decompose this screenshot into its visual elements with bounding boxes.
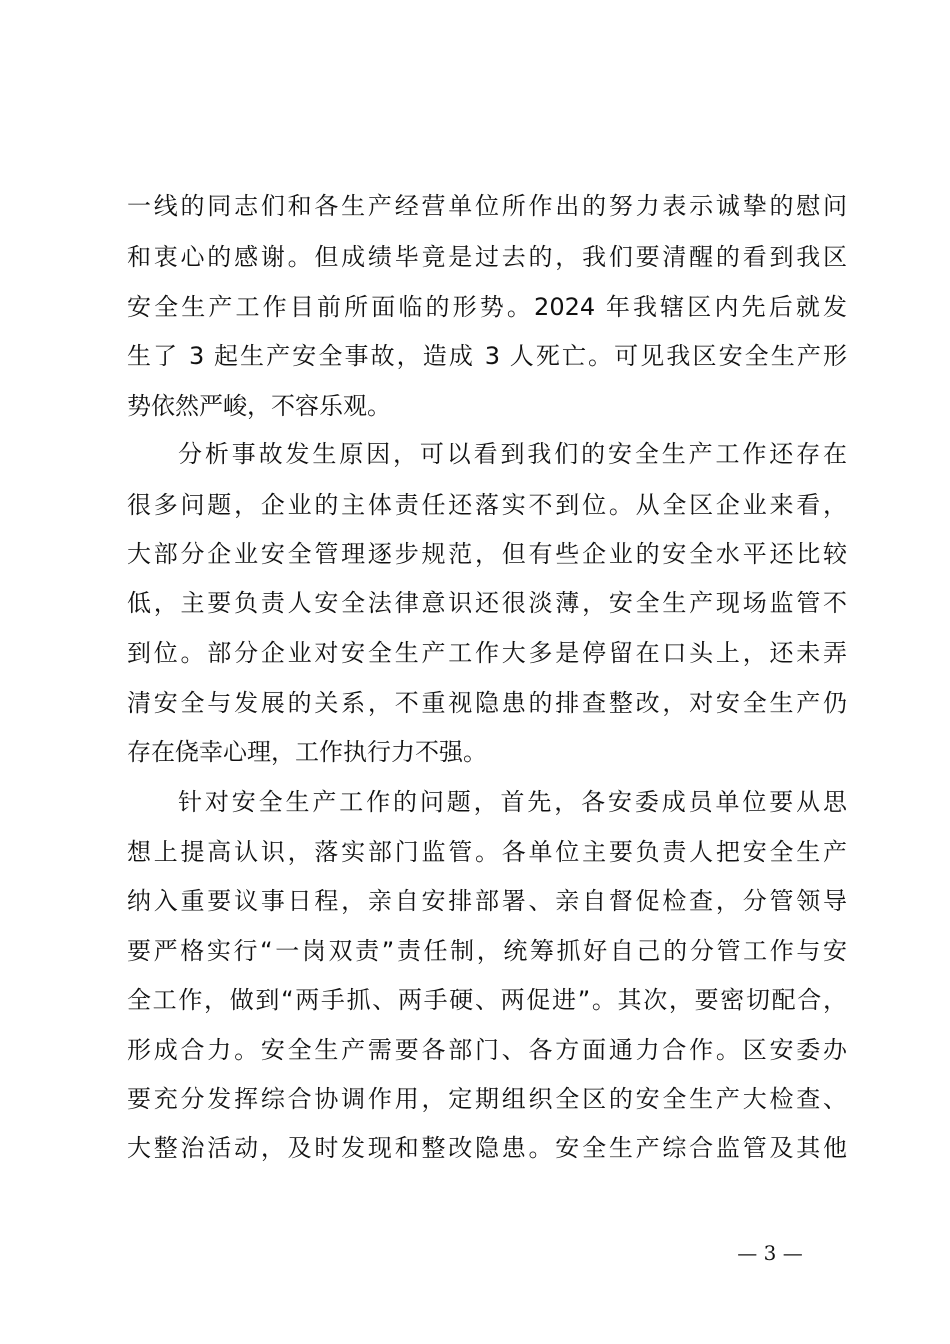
text-line: 形成合力。安全生产需要各部门、各方面通力合作。区安委办 — [127, 1036, 847, 1064]
page-number: — 3 — — [737, 1241, 803, 1265]
text-line: 要充分发挥综合协调作用，定期组织全区的安全生产大检查、 — [127, 1085, 847, 1113]
text-line: 纳入重要议事日程，亲自安排部署、亲自督促检查，分管领导 — [127, 887, 847, 915]
text-line: 低，主要负责人安全法律意识还很淡薄，安全生产现场监管不 — [127, 589, 847, 617]
text-line: 生了 3 起生产安全事故，造成 3 人死亡。可见我区安全生产形 — [127, 342, 847, 370]
text-line: 和衷心的感谢。但成绩毕竟是过去的，我们要清醒的看到我区 — [127, 243, 847, 271]
text-line: 想上提高认识，落实部门监管。各单位主要负责人把安全生产 — [127, 838, 847, 866]
text-line: 针对安全生产工作的问题，首先，各安委成员单位要从思 — [178, 788, 847, 816]
text-line: 势依然严峻，不容乐观。 — [127, 392, 391, 420]
text-line: 要严格实行“一岗双责”责任制，统筹抓好自己的分管工作与安 — [127, 937, 847, 965]
text-line: 一线的同志们和各生产经营单位所作出的努力表示诚挚的慰问 — [127, 192, 847, 220]
text-line: 到位。部分企业对安全生产工作大多是停留在口头上，还未弄 — [127, 639, 847, 667]
text-line: 大整治活动，及时发现和整改隐患。安全生产综合监管及其他 — [127, 1134, 847, 1162]
text-line: 大部分企业安全管理逐步规范，但有些企业的安全水平还比较 — [127, 540, 847, 568]
text-line: 存在侥幸心理，工作执行力不强。 — [127, 738, 487, 766]
text-line: 全工作，做到“两手抓、两手硬、两促进”。其次，要密切配合， — [127, 986, 847, 1014]
text-line: 清安全与发展的关系，不重视隐患的排查整改，对安全生产仍 — [127, 689, 847, 717]
text-line: 分析事故发生原因，可以看到我们的安全生产工作还存在 — [178, 440, 847, 468]
text-line: 安全生产工作目前所面临的形势。2024 年我辖区内先后就发 — [127, 293, 847, 321]
text-line: 很多问题，企业的主体责任还落实不到位。从全区企业来看， — [127, 491, 847, 519]
